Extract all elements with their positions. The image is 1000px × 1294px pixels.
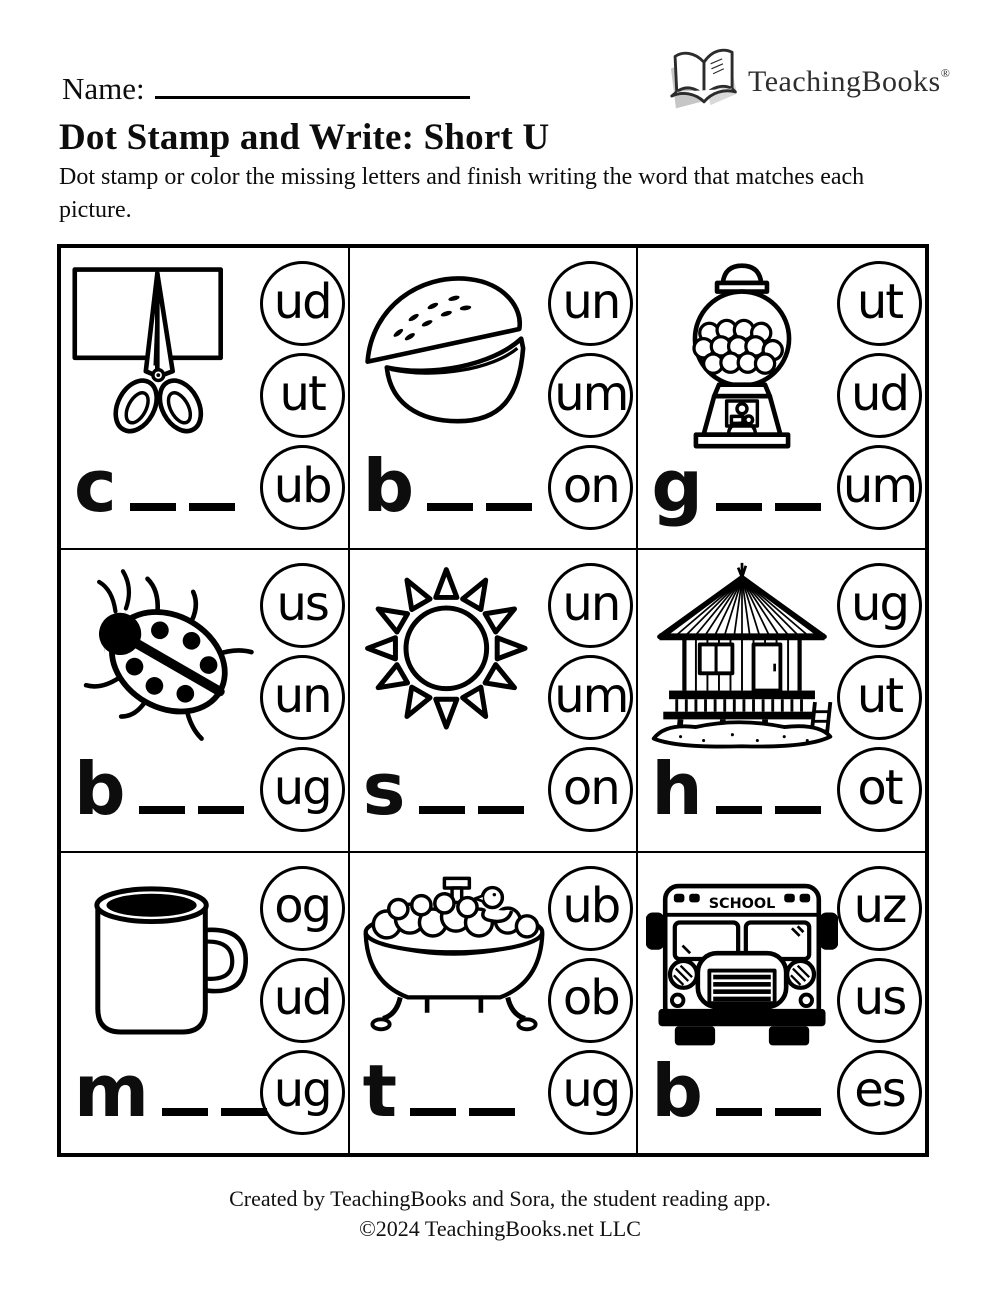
name-label: Name: <box>62 71 145 106</box>
write-blank[interactable] <box>139 806 185 814</box>
option-circle[interactable]: on <box>548 747 633 832</box>
option-circle[interactable]: us <box>260 563 345 648</box>
cell-bun <box>349 247 638 549</box>
option-circle[interactable]: ut <box>837 261 922 346</box>
word-prompt <box>651 746 820 831</box>
option-list <box>260 563 345 832</box>
option-circle[interactable]: uz <box>837 866 922 951</box>
registered-mark: ® <box>940 66 951 80</box>
write-blank[interactable] <box>775 1108 821 1116</box>
name-write-line[interactable] <box>155 70 470 99</box>
starting-letter: s <box>362 746 406 831</box>
instructions-text: Dot stamp or color the missing letters and finish writing the word that matches each picture. <box>59 164 865 223</box>
write-blank[interactable] <box>486 503 532 511</box>
cell-mug <box>60 852 349 1154</box>
cell-gum <box>637 247 926 549</box>
scissors-cutting-paper-image <box>69 256 261 452</box>
worksheet-grid <box>57 244 929 1157</box>
option-circle[interactable]: es <box>837 1050 922 1135</box>
option-circle[interactable]: un <box>548 563 633 648</box>
option-circle[interactable]: ug <box>260 747 345 832</box>
logo-wordmark: TeachingBooks® <box>748 65 951 98</box>
word-prompt <box>651 1049 821 1133</box>
word-prompt <box>651 444 821 529</box>
mug-image <box>69 861 261 1057</box>
word-prompt <box>74 1049 267 1133</box>
open-book-icon <box>662 44 746 120</box>
write-blank[interactable] <box>716 503 762 511</box>
write-blank[interactable] <box>410 1108 456 1116</box>
write-blank[interactable] <box>198 806 244 814</box>
option-circle[interactable]: um <box>548 655 633 740</box>
option-circle[interactable]: og <box>260 866 345 951</box>
write-blank[interactable] <box>716 1108 762 1116</box>
option-circle[interactable]: um <box>837 445 922 530</box>
cell-cut <box>60 247 349 549</box>
write-blank[interactable] <box>469 1108 515 1116</box>
option-list <box>837 866 922 1135</box>
option-circle[interactable]: ug <box>837 563 922 648</box>
option-circle[interactable]: un <box>260 655 345 740</box>
footer-credit-line: Created by TeachingBooks and Sora, the student reading app. <box>229 1186 771 1211</box>
starting-letter: b <box>651 1049 703 1133</box>
option-circle[interactable]: ud <box>260 958 345 1043</box>
starting-letter: b <box>74 746 126 831</box>
bun-image <box>358 256 550 452</box>
write-blank[interactable] <box>189 503 235 511</box>
teachingbooks-logo <box>662 44 950 120</box>
cell-hut <box>637 549 926 851</box>
option-circle[interactable]: ud <box>837 353 922 438</box>
write-blank[interactable] <box>716 806 762 814</box>
word-prompt <box>362 1049 515 1133</box>
starting-letter: h <box>651 746 703 831</box>
word-prompt <box>74 746 244 831</box>
ladybug-image <box>69 558 261 754</box>
option-list <box>260 866 345 1135</box>
option-circle[interactable]: ot <box>837 747 922 832</box>
page-title: Dot Stamp and Write: Short U <box>59 117 550 158</box>
write-blank[interactable] <box>427 503 473 511</box>
write-blank[interactable] <box>130 503 176 511</box>
option-circle[interactable]: um <box>548 353 633 438</box>
word-prompt <box>362 746 524 831</box>
option-circle[interactable]: ut <box>837 655 922 740</box>
cell-tub <box>349 852 638 1154</box>
cell-sun <box>349 549 638 851</box>
word-prompt <box>362 444 533 529</box>
gumball-machine-image <box>646 256 838 452</box>
starting-letter: b <box>362 444 415 529</box>
cell-bug <box>60 549 349 851</box>
write-blank[interactable] <box>775 806 821 814</box>
option-list <box>837 261 922 530</box>
option-list <box>548 261 633 530</box>
starting-letter: g <box>651 444 703 529</box>
option-list <box>548 866 633 1135</box>
option-circle[interactable]: ud <box>260 261 345 346</box>
write-blank[interactable] <box>775 503 821 511</box>
option-circle[interactable]: ut <box>260 353 345 438</box>
word-prompt <box>74 444 235 529</box>
option-list <box>837 563 922 832</box>
option-circle[interactable]: ug <box>260 1050 345 1135</box>
bathtub-image <box>358 861 550 1057</box>
option-circle[interactable]: us <box>837 958 922 1043</box>
footer <box>0 1184 1000 1245</box>
write-blank[interactable] <box>478 806 524 814</box>
option-list <box>260 261 345 530</box>
option-circle[interactable]: ub <box>260 445 345 530</box>
sun-image <box>358 558 550 754</box>
starting-letter: m <box>74 1049 150 1133</box>
starting-letter: c <box>74 444 117 529</box>
option-list <box>548 563 633 832</box>
footer-copyright-line: ©2024 TeachingBooks.net LLC <box>359 1216 641 1242</box>
cell-bus <box>637 852 926 1154</box>
name-row <box>62 70 470 107</box>
write-blank[interactable] <box>162 1108 208 1116</box>
school-bus-image <box>646 861 838 1057</box>
write-blank[interactable] <box>419 806 465 814</box>
option-circle[interactable]: un <box>548 261 633 346</box>
option-circle[interactable]: ob <box>548 958 633 1043</box>
starting-letter: t <box>362 1049 398 1133</box>
option-circle[interactable]: ug <box>548 1050 633 1135</box>
hut-image <box>646 558 838 754</box>
option-circle[interactable]: ub <box>548 866 633 951</box>
write-blank[interactable] <box>221 1108 267 1116</box>
bus-sign-text: SCHOOL <box>709 895 776 912</box>
option-circle[interactable]: on <box>548 445 633 530</box>
